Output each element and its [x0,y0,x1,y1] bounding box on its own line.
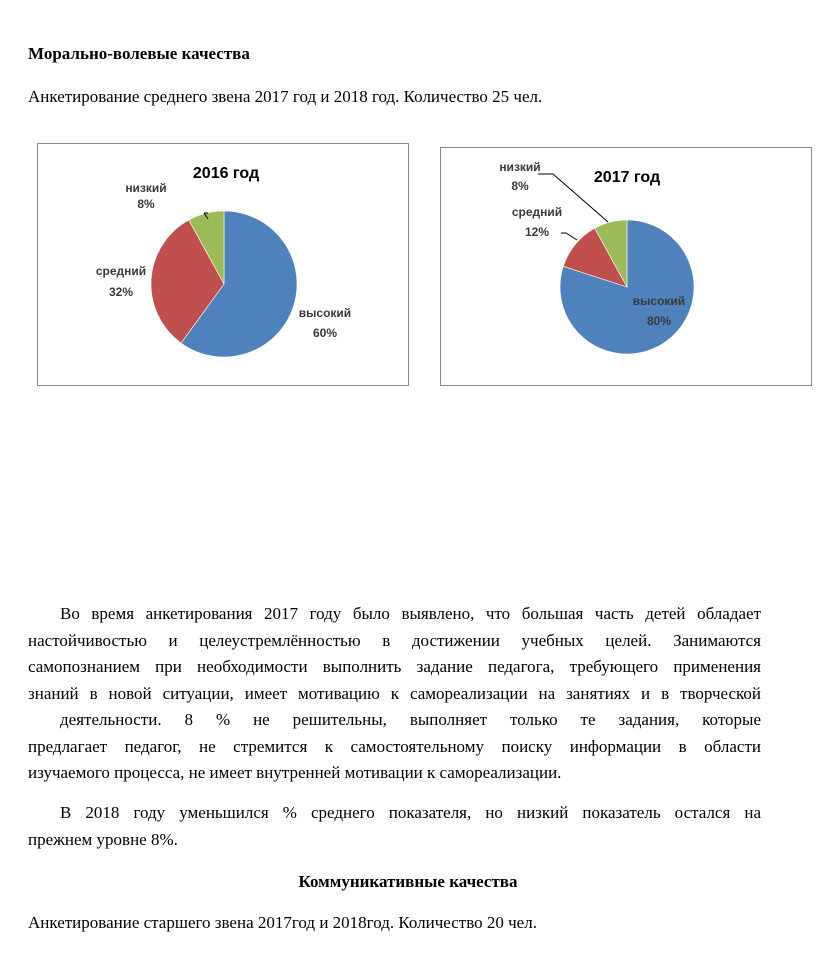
slice-value-low: 8% [511,179,529,193]
survey-caption-middle: Анкетирование среднего звена 2017 год и 2018 год. Количество 25 чел. [28,87,543,106]
pie-chart-2016-svg [38,144,408,385]
p1-line: изучаемого процесса, не имеет внутренней мотивации к самореализации. [28,763,562,782]
p1-line: деятельности. 8 % не решительны, выполняет только те задания, которые [60,710,761,729]
leader-line-mid [561,233,577,240]
pie-chart-2017 [440,147,812,386]
slice-value-mid: 12% [524,225,550,239]
chart-title: 2016 год [192,165,260,182]
slice-label-mid: средний [95,264,147,278]
slice-value-low: 8% [137,197,155,211]
pie-chart-2017-svg [441,148,811,385]
slice-label-high: высокий [632,294,686,308]
section-heading-communicative: Коммуникативные качества [298,872,518,891]
slice-label-low: низкий [499,160,541,174]
pie-slices [151,211,297,357]
p1-line: настойчивостью и целеустремлённостью в достижении учебных целей. Занимаются [28,630,761,650]
p1-line: знаний в новой ситуации, имеет мотивацию к самореализации на занятиях и в творческой [28,683,761,703]
survey-caption-senior: Анкетирование старшего звена 2017год и 2018год. Количество 20 чел. [28,913,537,932]
slice-value-mid: 32% [108,285,134,299]
p1-line: предлагает педагог, не стремится к самостоятельному поиску информации в области [28,736,761,756]
slice-value-high: 60% [312,326,338,340]
p1-line: Во время анкетирования 2017 году было выявлено, что большая часть детей обладает [60,604,761,623]
slice-label-mid: средний [511,205,563,219]
chart-title: 2017 год [593,169,661,186]
slice-label-high: высокий [298,306,352,320]
slice-value-high: 80% [646,314,672,328]
analysis-paragraph-1 [28,601,761,787]
pie-slices [560,220,694,354]
pie-chart-2016 [37,143,409,386]
p1-line: самопознанием при необходимости выполнить задание педагога, требующего применения [28,657,761,676]
analysis-paragraph-2 [28,800,761,853]
p2-line: прежнем уровне 8%. [28,829,178,849]
section-heading-moral: Морально-волевые качества [28,44,250,63]
slice-label-low: низкий [125,181,167,195]
p2-line: В 2018 году уменьшился % среднего показателя, но низкий показатель остался на [60,803,761,822]
